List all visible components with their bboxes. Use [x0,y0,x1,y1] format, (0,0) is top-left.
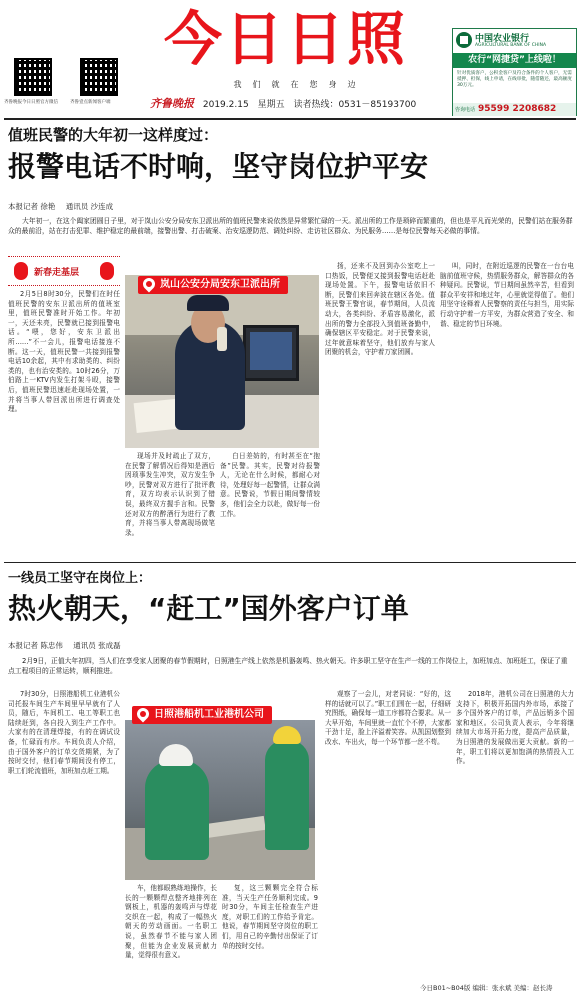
photo-label-text: 日照港船机工业港机公司 [154,709,264,720]
dateline [150,95,450,111]
police-officer-photo [125,275,319,448]
photo-worker [265,740,309,850]
story2-kicker: 一线员工坚守在岗位上： [8,571,152,586]
bank-logo-icon [456,32,472,48]
ornament-text: 新春走基层 [34,268,80,278]
location-pin-icon [141,276,158,293]
story2-lead: 2月9日，正值大年初四，当人们在享受家人团聚的春节假期时，日照港生产线上依然是机器轰鸣、热火朝天。许多职工坚守在生产一线的工作岗位上，加班加点、加班赶工，保证了重点工程项目的正常运转，顺利推进。 [8,657,568,675]
qr-code-icon [80,58,118,96]
story1-byline [8,201,121,212]
issue-date: 2019.2.15 [202,100,249,110]
story2-byline [8,640,129,651]
qr-code-icon [14,58,52,96]
page-footer [0,983,580,995]
bank-ad-headline: 农行“网捷贷”上线啦！ [453,53,576,68]
photo-worker [145,760,209,860]
factory-workers-photo [125,720,315,880]
story2-photo-label [132,706,272,724]
photo-label-text: 岚山公安分局安东卫派出所 [160,279,280,290]
divider [4,562,576,563]
story2-headline: 热火朝天，“赶工”国外客户订单 [8,592,409,625]
masthead [0,0,580,120]
photo-officer-cap [187,295,229,311]
newspaper-logo: 今日日照 [163,5,408,73]
story2-column-4: 观察了一会儿，对老同说：“好的，这样的话就可以了。”职工们围在一起，仔细研究图纸，确保每一道工序都符合要求。从一大早开始，车间里就一直忙个不停，大家都干劲十足，脸上洋溢着笑容。从凯国划整到改水、车出火，每一个环节都一丝不苟。 [325,690,451,746]
photo-helmet [273,726,301,744]
story1-headline: 报警电话不时响，坚守岗位护平安 [8,150,429,183]
bank-ad-phone [453,103,576,116]
story1-column-1: 2月5日8时30分，民警们在时任值班民警的安东卫派出所的值班室里，值班民警准时开始工作。年初一，天还未亮，民警就已接到报警电话。“喂，您好，安东卫派出所……”不一会儿，报警电话接连不断。这一天，值班民警一共接到报警电话10余起，其中有求助类的、纠纷类的，也有治安类的。10时26分，万伯路上一KTV内发生打架斗殴，接警后，值班民警迅速赶赴现场处置，一并将当事人带回派出所进行调查处理。 [8,290,120,414]
brand-name: 齐鲁晚报 [150,97,194,110]
spring-festival-ornament [8,256,120,286]
story2-column-2: 车，他都眼熟练地操作，长长的一颗颗焊点整齐地排列在钢板上，机器的轰鸣声与焊花交织在一起，构成了一幅热火朝天的劳动画面。一名职工说，虽然春节不能与家人团聚，但能为企业发展贡献力量，觉得很有意义。 [125,884,217,960]
bank-phone-label: 咨询电话 [455,107,476,113]
story2-column-3: 复，这三颗颗完全符合标准，当天生产任务顺利完成。9时30分，车间主任检查生产进度，对职工们的工作给予肯定。他说，春节期间坚守岗位的职工们，用自己的辛勤付出保证了订单的按时交付。 [222,884,318,950]
story1-column-2: 现场并及时疏止了双方，在民警了解情况后得知是酒后因琐事发生冲突，双方发生争吵，民警对双方进行了批评教育，双方均表示认识到了错误，最终双方握手言和。民警还对双方的醉酒行为进行了教育，并将当事人带离现场做笔录。 [125,452,215,537]
qr-caption: 齐鲁晚报今日日照官方微信 [4,100,58,105]
weekday: 星期五 [257,100,285,110]
story2-column-5: 2018年，港机公司在日照港的大力支持下，积极开拓国内外市场，承接了多个国外客户的订单，产品远销多个国家和地区。公司负责人表示，今年将继续加大市场开拓力度，提高产品质量，为日照港的发展做出更大贡献。新的一年，职工们将以更加饱满的热情投入工作。 [456,690,574,766]
story1-kicker: 值班民警的大年初一这样度过： [8,126,219,144]
bank-advertisement[interactable] [452,28,577,116]
story1-column-4: 扬，还来不及回到办公室吃上一口热饭，民警便又接到报警电话赶赴现场处置。下午，报警电话依旧不断，民警们来回奔波在辖区各处。值班民警王警官说，春节期间，人员流动大，各类纠纷、矛盾容易激化，派出所的警力全部投入到值班备勤中，确保辖区平安稳定。对于民警来说，过年就意味着坚守，他们放弃与家人团聚的机会，守护着万家团圆。 [325,262,435,357]
story1-lead: 大年初一，在这个阖家团圆日子里，对于岚山公安分局安东卫派出所的值班民警来说依然是异常繁忙碌的一天。派出所的工作是琐碎而繁重的，但也是平凡而光荣的，民警们站在服务群众的最前沿，站在打击犯罪、维护稳定的最前端，接警出警、打击破案、治安巡逻防范、调处纠纷、走访社区群众、为民服务……是每位民警每天必做的事情。 [8,217,573,235]
bank-name: 中国农业银行 [475,34,530,44]
bank-phone-numbers: 95599 2208682 [478,104,557,114]
slogan: 我们就在您身边 [233,80,367,89]
byline-correspondent: 通讯员 张成磊 [73,641,121,650]
reader-hotline: 读者热线：0531－85193700 [293,100,417,110]
story2-column-1: 7时30分，日照港船机工业港机公司托报车间生产车间里早早就有了人员，随后，车间机工、电工等职工也陆续赶到，各自投入到生产工作中。大家有的在清理焊接，有的在调试设备，忙碌而有序。车间负责人介绍，由于国外客户的订单交货期紧，为了按时交付，他们春节期间没有停工，职工们轮流值班，加班加点赶工期。 [8,690,120,775]
photo-telephone [217,327,227,351]
photo-helmet [159,744,193,766]
qr-caption: 齐鲁壹点新闻客户端 [70,100,111,105]
footer-credits: 今日B01~B04版 编辑：张永斌 美编：赵长涛 [420,984,553,992]
story1-photo-label [138,276,288,294]
lantern-icon [100,262,114,280]
photo-monitor [243,325,299,381]
byline-correspondent: 通讯员 沙连成 [65,202,114,211]
divider [4,118,576,120]
location-pin-icon [135,706,152,723]
byline-reporter: 本报记者 陈忠伟 [8,641,63,650]
story1-column-5: 叫，同时，在附近巡逻的民警在一台台电脑前值班守候，热情服务群众，解答群众的各种疑问。民警说，节日期间虽然辛苦，但看到群众平安祥和地过年，心里就觉得值了。他们用坚守诠释着人民警察的责任与担当，用实际行动守护着一方平安，为群众营造了安全、和谐、稳定的节日环境。 [440,262,574,328]
lantern-icon [14,262,28,280]
bank-ad-text: 针对优质客户，公积金客户及符合条件的个人客户，无需抵押、担保，线上申请，在线审批，随借随还，最高额度30万元。 [457,71,572,88]
bank-name-en: AGRICULTURAL BANK OF CHINA [475,43,547,48]
byline-reporter: 本报记者 徐艳 [8,202,56,211]
story1-column-3: 白日差妨的，有时甚至在“抱备”民警。其实，民警对待报警人，无论在什么时候，都耐心对待，处理好每一起警情，让群众满意。民警说，节假日期间警情较多，他们会全力以赴，做好每一份工作。 [220,452,320,518]
